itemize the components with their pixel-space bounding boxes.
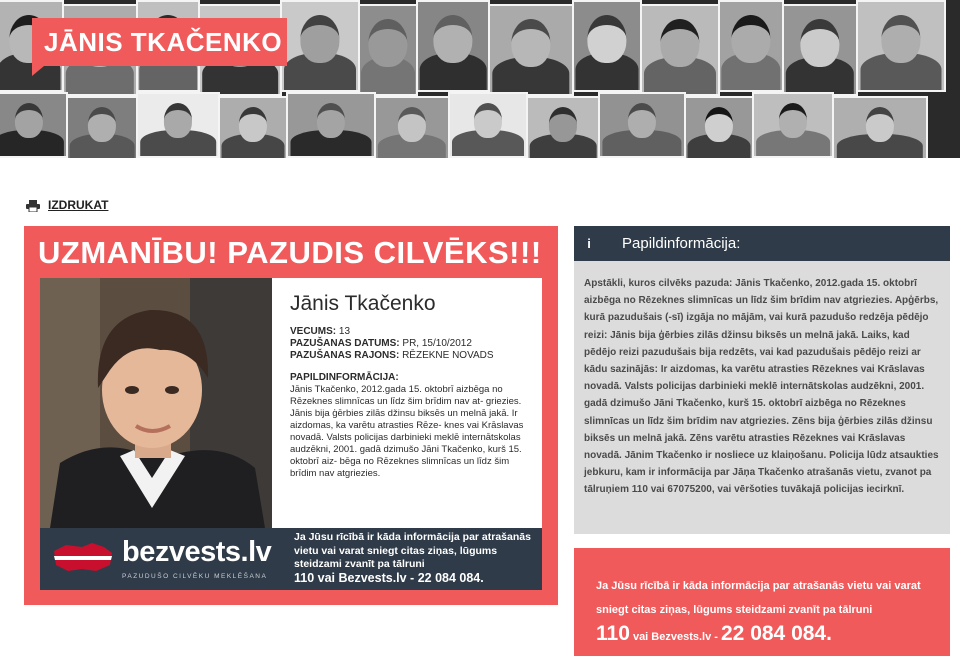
mosaic-portrait — [782, 4, 858, 96]
fact-date: PAZUŠANAS DATUMS: PR, 15/10/2012 — [290, 338, 472, 349]
bezvests-logo-subtitle: PAZUDUŠO CILVĒKU MEKLĒŠANA — [122, 573, 268, 580]
mosaic-portrait — [598, 92, 686, 158]
mosaic-portrait — [0, 92, 68, 158]
mosaic-portrait — [136, 92, 220, 158]
mosaic-portrait — [526, 96, 600, 158]
contact-callout-text: Ja Jūsu rīcībā ir kāda informācija par atrašanās vietu vai varat sniegt citas ziņas, lūgums steidzami zvanīt pa tālruni — [596, 580, 921, 616]
info-panel-body — [574, 261, 950, 534]
poster-contact-text: Ja Jūsu rīcībā ir kāda informācija par atrašanās vietu vai varat sniegt citas ziņas, lūgums steidzami zvanīt pa tālruni 110 vai Bezvests.lv - 22 084 084. — [294, 531, 531, 585]
info-panel-title: Papildinformācija: — [622, 235, 741, 252]
mosaic-portrait — [374, 96, 450, 158]
poster-extra-label: PAPILDINFORMĀCIJA: — [290, 372, 399, 383]
poster-footer — [40, 528, 542, 590]
mosaic-portrait — [218, 96, 288, 158]
mosaic-portrait — [488, 4, 574, 96]
mosaic-portrait — [752, 92, 834, 158]
poster-contact-phone: 110 vai Bezvests.lv - 22 084 084. — [294, 570, 484, 585]
mosaic-portrait — [856, 0, 946, 92]
info-icon: i — [587, 236, 591, 251]
mosaic-portrait — [66, 96, 138, 158]
mosaic-portrait — [416, 0, 490, 92]
info-panel-text: Apstākli, kuros cilvēks pazuda: Jānis Tkačenko, 2012.gada 15. oktobrī aizbēga no Rēzeknes slimnīcas un līdz šim brīdim nav atgriezies. Apģērbs, kurā pazudušais (-sī) izgāja no mājām, vai kurā pazudušo redzēja pēdējo reizi: Jānis bija ģērbies zilās džinsu biksēs un melnā jakā. Laiks, kad pēdējo reizi pazudušais bija redzēts, vai kad pazudušais pēdējo reizi ar kādu sazinājās: Ir aizdomas, ka varētu atrasties Rēzeknes vai Krāslavas novadā. Valsts policijas darbinieki meklē internātskolas audzēkni, 2001. gadā dzimušo Jāni Tkačenko, kurš 15. oktobrī aizbēga no Rēzeknes slimnīcas un līdz šim brīdim nav atgriezies. Zēns bija ģērbies zilās džinsu biksēs un melnā jakā. Zēns varētu atrasties Rēzeknes vai Krāslavas novadā. Jānim Tkačenko ir nosliece uz klaiņošanu. Policija lūdz atsaukties jebkuru, kam ir informācija par Jāņa Tkačenko atrašanās vietu, zvanot pa tālruņiem 110 vai 67075200, vai vēršoties tuvākajā policijas iecirknī. — [584, 278, 939, 496]
missing-person-photo — [40, 278, 272, 528]
mosaic-portrait — [832, 96, 928, 158]
contact-callout-phone: 110 vai Bezvests.lv - 22 084 084. — [596, 622, 832, 645]
info-panel-header — [574, 226, 950, 261]
mosaic-portrait — [286, 92, 376, 158]
mosaic-portrait — [684, 96, 754, 158]
print-link[interactable] — [26, 196, 108, 214]
mosaic-portrait — [640, 4, 720, 96]
mosaic-portrait — [572, 0, 642, 92]
printer-icon — [26, 199, 40, 211]
contact-callout — [574, 548, 950, 656]
latvia-map-flag-icon — [52, 541, 114, 573]
print-label: IZDRUKAT — [48, 198, 109, 212]
mosaic-portrait — [280, 0, 360, 92]
mosaic-portrait — [358, 4, 418, 96]
poster-extra-text: Jānis Tkačenko, 2012.gada 15. oktobrī aizbēga no Rēzeknes slimnīcas un līdz šim brīdim nav at- griezies. Jānis bija ģērbies zilās džinsu biksēs un melnā jakā. Ir aizdomas, ka varētu atrasties Rēze- knes vai Krāslavas novadā. Valsts policijas darbinieki meklē internātskolas audzēkni, 2001. gadā dzimušo Jāni Tkačenko, kurš 15. oktobrī aiz- bēga no Rēzeknes slimnīcas un līdz šim brīdim nav atgriezies. — [290, 384, 524, 479]
poster-info-panel — [272, 278, 542, 528]
page-title: JĀNIS TKAČENKO — [32, 18, 287, 66]
mosaic-portrait — [448, 92, 528, 158]
poster-headline: UZMANĪBU! PAZUDIS CILVĒKS!!! — [38, 235, 542, 270]
fact-age: VECUMS: 13 — [290, 326, 351, 337]
fact-region: PAZUŠANAS RAJONS: RĒZEKNE NOVADS — [290, 350, 494, 361]
person-name: Jānis Tkačenko — [290, 292, 436, 315]
facts-list — [290, 326, 526, 362]
mosaic-portrait — [718, 0, 784, 92]
missing-person-poster — [24, 226, 558, 605]
bezvests-logo: bezvests.lv — [122, 536, 272, 568]
